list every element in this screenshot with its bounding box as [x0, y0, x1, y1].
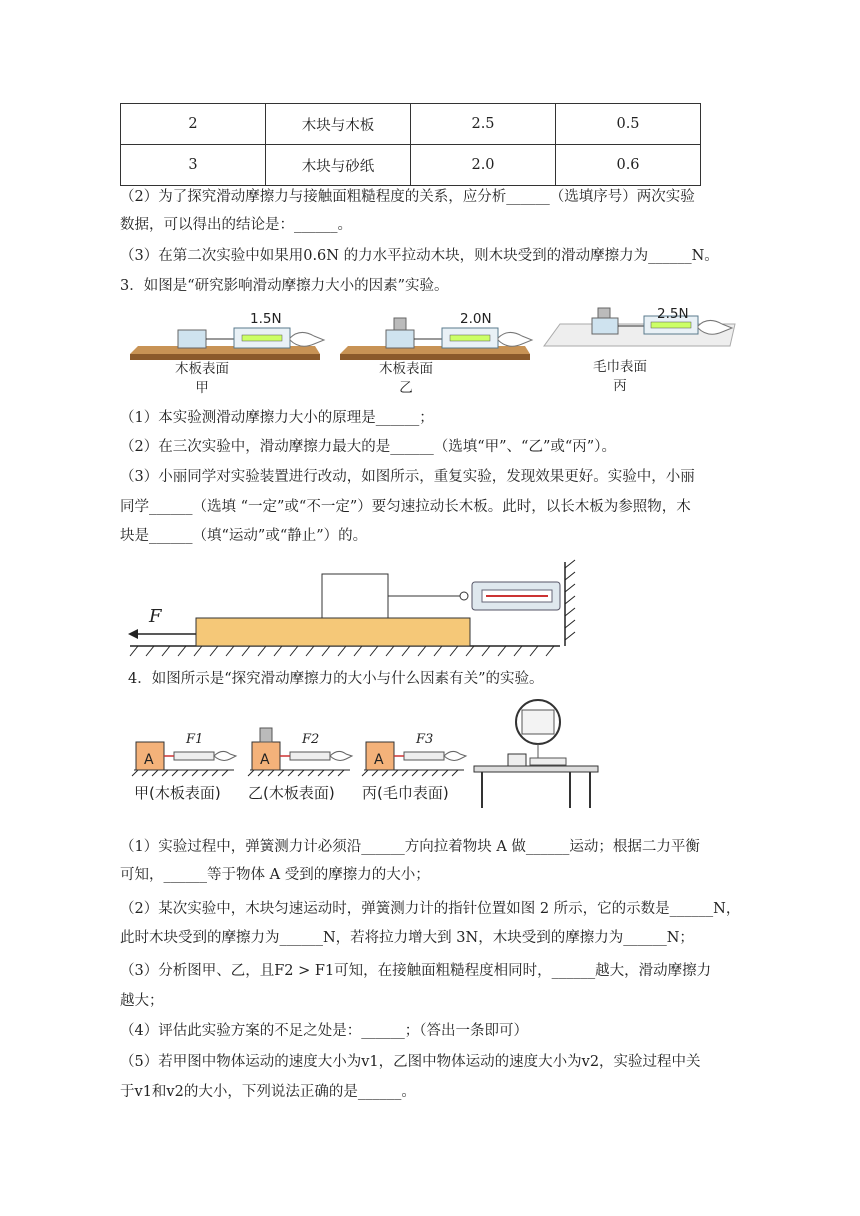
q4-caption-bing: 丙(毛巾表面): [362, 784, 449, 802]
modified-setup-figure: [120, 558, 590, 663]
caption-jia: [172, 360, 232, 398]
block-a-3: A: [374, 752, 384, 768]
q4-l5: （3）分析图甲、乙，且F2 > F1可知，在接触面粗糙程度相同时，______越大，滑动摩擦力: [120, 963, 712, 979]
reading-3: 2.5N: [657, 306, 689, 322]
q2-line-2: 数据，可以得出的结论是：______。: [120, 217, 352, 233]
table-cell: 3: [121, 145, 266, 186]
q4-l9: 于v1和v2的大小，下列说法正确的是______。: [120, 1084, 416, 1100]
table-row: [121, 104, 701, 145]
q3-line-3: （3）在第二次实验中如果用0.6N 的力水平拉动木块，则木块受到的滑动摩擦力为______N。: [120, 248, 719, 264]
q4-l6: 越大；: [120, 993, 164, 1009]
block-a-2: A: [260, 752, 270, 768]
table-cell: 木块与砂纸: [266, 145, 411, 186]
experiment-table: [120, 103, 701, 186]
q3-l3: （3）小丽同学对实验装置进行改动，如图所示，重复实验，发现效果更好。实验中，小丽: [120, 469, 695, 485]
table-cell: 2.5: [411, 104, 556, 145]
force-f3: F3: [416, 732, 434, 747]
q4-title: 4．如图所示是“探究滑动摩擦力的大小与什么因素有关”的实验。: [128, 671, 544, 687]
table-cell: 木块与木板: [266, 104, 411, 145]
q4-l3: （2）某次实验中，木块匀速运动时，弹簧测力计的指针位置如图 2 所示，它的示数是______N，: [120, 901, 741, 917]
q3-title: 3．如图是“研究影响滑动摩擦力大小的因素”实验。: [120, 278, 449, 294]
table-cell: 2.0: [411, 145, 556, 186]
table-row: [121, 145, 701, 186]
caption-surface: 毛巾表面: [593, 359, 647, 375]
table-cell: 2: [121, 104, 266, 145]
reading-1: 1.5N: [250, 311, 282, 327]
q3-l4: 同学______（选填 “一定”或“不一定”）要匀速拉动长木板。此时，以长木板为参照物，木: [120, 499, 691, 515]
q3-l1: （1）本实验测滑动摩擦力大小的原理是______；: [120, 410, 434, 426]
q4-l7: （4）评估此实验方案的不足之处是：______；（答出一条即可）: [120, 1023, 528, 1039]
caption-label: 丙: [613, 378, 627, 394]
force-f1: F1: [186, 732, 204, 747]
caption-surface: 木板表面: [175, 361, 229, 377]
q4-l2: 可知，______等于物体 A 受到的摩擦力的大小；: [120, 867, 430, 883]
q3-l5: 块是______（填“运动”或“静止”）的。: [120, 528, 368, 544]
caption-yi: [376, 360, 436, 398]
q4-l4: 此时木块受到的摩擦力为______N，若将拉力增大到 3N，木块受到的摩擦力为______N；: [120, 930, 694, 946]
q3-l2: （2）在三次实验中，滑动摩擦力最大的是______（选填“甲”、“乙”或“丙”）。: [120, 439, 616, 455]
caption-label: 甲: [195, 380, 209, 396]
q2-line-1: （2）为了探究滑动摩擦力与接触面粗糙程度的关系，应分析______（选填序号）两次实验: [120, 189, 695, 205]
block-a-1: A: [144, 752, 154, 768]
reading-2: 2.0N: [460, 311, 492, 327]
table-cell: 0.6: [556, 145, 701, 186]
caption-label: 乙: [399, 380, 413, 396]
q4-caption-yi: 乙(木板表面): [248, 784, 335, 802]
force-f2: F2: [302, 732, 320, 747]
table-cell: 0.5: [556, 104, 701, 145]
q4-l1: （1）实验过程中，弹簧测力计必须沿______方向拉着物块 A 做______运动；根据二力平衡: [120, 839, 700, 855]
caption-surface: 木板表面: [379, 361, 433, 377]
caption-bing: [590, 358, 650, 396]
q4-l8: （5）若甲图中物体运动的速度大小为v1，乙图中物体运动的速度大小为v2，实验过程中关: [120, 1054, 701, 1070]
force-f-label: F: [149, 606, 162, 627]
q4-caption-jia: 甲(木板表面): [134, 784, 221, 802]
